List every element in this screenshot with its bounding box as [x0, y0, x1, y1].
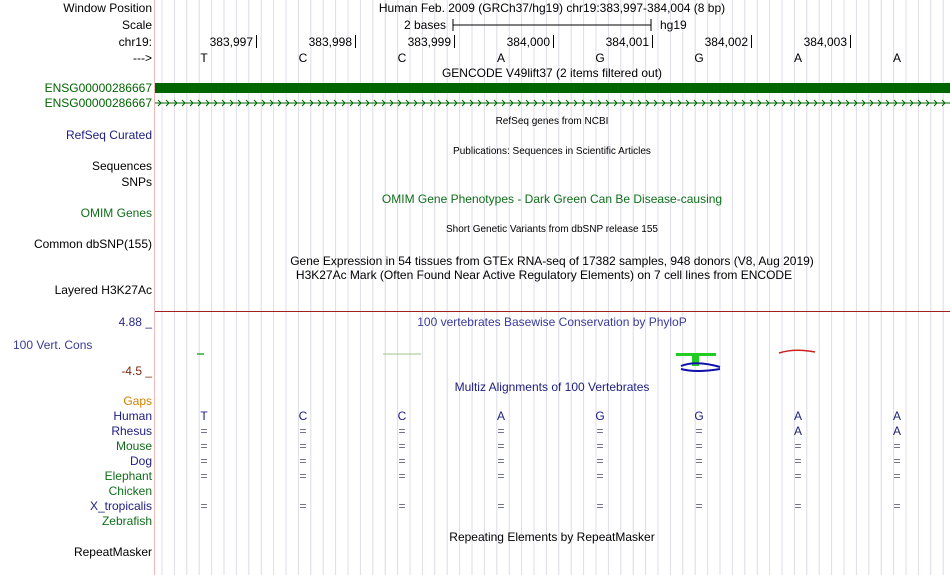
alignment-base: = — [299, 439, 307, 453]
base-letter: G — [694, 51, 704, 65]
alignment-base: = — [794, 439, 802, 453]
gencode-item-label-1[interactable]: ENSG00000286667 — [44, 81, 152, 95]
alignment-base: = — [200, 499, 208, 513]
ruler-tick — [850, 35, 851, 48]
alignment-base: = — [398, 454, 406, 468]
h3k27ac-track-title: H3K27Ac Mark (Often Found Near Active Regulatory Elements) on 7 cell lines from ENCODE — [295, 268, 793, 282]
base-letter: C — [298, 51, 308, 65]
gencode-track-title: GENCODE V49lift37 (2 items filtered out) — [441, 66, 663, 80]
alignment-base: = — [200, 439, 208, 453]
alignment-base: A — [892, 424, 902, 438]
ruler-tick — [454, 35, 455, 48]
alignment-base: = — [398, 499, 406, 513]
chrom-label: chr19: — [118, 35, 152, 49]
window-position-label: Window Position — [63, 1, 152, 15]
ruler-position-label: 383,997 — [209, 35, 253, 49]
alignment-base: = — [596, 424, 604, 438]
species-label: Zebrafish — [101, 514, 152, 528]
ruler-position-label: 383,999 — [407, 35, 451, 49]
alignment-base: G — [595, 409, 605, 423]
gencode-exon-block[interactable] — [155, 83, 950, 93]
dbsnp-track-title: Short Genetic Variants from dbSNP release 155 — [446, 224, 658, 235]
repeatmasker-track-title: Repeating Elements by RepeatMasker — [449, 530, 655, 544]
alignment-base: = — [794, 454, 802, 468]
scale-bar — [450, 17, 660, 33]
alignment-base: = — [893, 499, 901, 513]
alignment-base: = — [299, 469, 307, 483]
ruler-tick — [256, 35, 257, 48]
gencode-item-label-2[interactable]: ENSG00000286667 — [44, 96, 152, 110]
gaps-label: Gaps — [123, 394, 152, 408]
species-label: X_tropicalis — [89, 499, 152, 513]
alignment-base: = — [695, 424, 703, 438]
dbsnp-track-label[interactable]: Common dbSNP(155) — [33, 237, 152, 251]
scale-assembly: hg19 — [660, 18, 687, 32]
repeatmasker-track-label[interactable]: RepeatMasker — [73, 545, 152, 559]
alignment-base: = — [695, 454, 703, 468]
conservation-track-title: 100 vertebrates Basewise Conservation by PhyloP — [417, 315, 687, 329]
alignment-base: = — [893, 439, 901, 453]
species-label: Dog — [129, 454, 152, 468]
multiz-track-title: Multiz Alignments of 100 Vertebrates — [454, 380, 650, 394]
ruler-tick — [652, 35, 653, 48]
alignment-base: C — [298, 409, 308, 423]
track-separator — [155, 311, 950, 312]
alignment-base: = — [200, 469, 208, 483]
alignment-base: = — [596, 499, 604, 513]
base-letter: G — [595, 51, 605, 65]
alignment-base: = — [695, 469, 703, 483]
ruler-position-label: 384,002 — [704, 35, 748, 49]
alignment-base: A — [793, 424, 803, 438]
base-letter: A — [793, 51, 803, 65]
alignment-base: G — [694, 409, 704, 423]
base-letter: T — [200, 51, 208, 65]
alignment-base: = — [299, 424, 307, 438]
ruler-position-label: 383,998 — [308, 35, 352, 49]
refseq-track-title: RefSeq genes from NCBI — [495, 116, 609, 127]
conservation-wiggle-plot[interactable] — [155, 345, 950, 375]
ruler-tick — [553, 35, 554, 48]
gencode-intron-line[interactable] — [155, 97, 950, 109]
ruler-tick — [355, 35, 356, 48]
sequences-track-label[interactable]: Sequences — [91, 159, 152, 173]
alignment-base: = — [299, 454, 307, 468]
snps-track-label[interactable]: SNPs — [121, 175, 152, 189]
refseq-track-label[interactable]: RefSeq Curated — [65, 128, 152, 142]
alignment-base: = — [695, 439, 703, 453]
omim-track-title: OMIM Gene Phenotypes - Dark Green Can Be Disease-causing — [381, 192, 723, 206]
species-label: Rhesus — [111, 424, 152, 438]
alignment-base: = — [596, 439, 604, 453]
base-letter: A — [496, 51, 506, 65]
window-position-value: Human Feb. 2009 (GRCh37/hg19) chr19:383,997-384,004 (8 bp) — [378, 1, 726, 15]
species-label: Elephant — [104, 469, 152, 483]
conservation-min-value: -4.5 _ — [121, 364, 152, 378]
alignment-base: A — [793, 409, 803, 423]
scale-label: Scale — [121, 18, 152, 32]
alignment-base: = — [893, 469, 901, 483]
alignment-base: A — [496, 409, 506, 423]
strand-arrow-label: ---> — [133, 51, 152, 65]
alignment-base: = — [497, 424, 505, 438]
alignment-base: = — [794, 499, 802, 513]
alignment-base: = — [497, 499, 505, 513]
conservation-track-label[interactable]: 100 Vert. Cons — [13, 338, 93, 352]
ruler-position-label: 384,000 — [506, 35, 550, 49]
alignment-base: = — [299, 499, 307, 513]
alignment-base: = — [398, 439, 406, 453]
conservation-max-value: 4.88 _ — [118, 315, 152, 329]
publications-track-title: Publications: Sequences in Scientific Articles — [453, 146, 651, 157]
base-letter: A — [892, 51, 902, 65]
alignment-base: = — [695, 499, 703, 513]
alignment-base: A — [892, 409, 902, 423]
alignment-base: = — [497, 454, 505, 468]
gtex-track-title: Gene Expression in 54 tissues from GTEx RNA-seq of 17382 samples, 948 donors (V8, Aug 2019) — [290, 254, 814, 268]
scale-text: 2 bases — [404, 18, 447, 32]
base-letter: C — [397, 51, 407, 65]
ruler-tick — [751, 35, 752, 48]
ruler-position-label: 384,001 — [605, 35, 649, 49]
species-label: Mouse — [115, 439, 152, 453]
species-label: Chicken — [108, 484, 152, 498]
alignment-base: = — [497, 439, 505, 453]
omim-track-label[interactable]: OMIM Genes — [80, 206, 152, 220]
alignment-base: = — [596, 454, 604, 468]
alignment-base: = — [200, 424, 208, 438]
alignment-base: = — [794, 469, 802, 483]
ruler-position-label: 384,003 — [803, 35, 847, 49]
alignment-base: = — [200, 454, 208, 468]
alignment-base: = — [398, 424, 406, 438]
alignment-base: = — [398, 469, 406, 483]
alignment-base: = — [596, 469, 604, 483]
alignment-base: = — [893, 454, 901, 468]
h3k27ac-track-label[interactable]: Layered H3K27Ac — [54, 283, 152, 297]
species-label: Human — [113, 409, 152, 423]
alignment-base: C — [397, 409, 407, 423]
alignment-base: T — [200, 409, 208, 423]
alignment-base: = — [497, 469, 505, 483]
